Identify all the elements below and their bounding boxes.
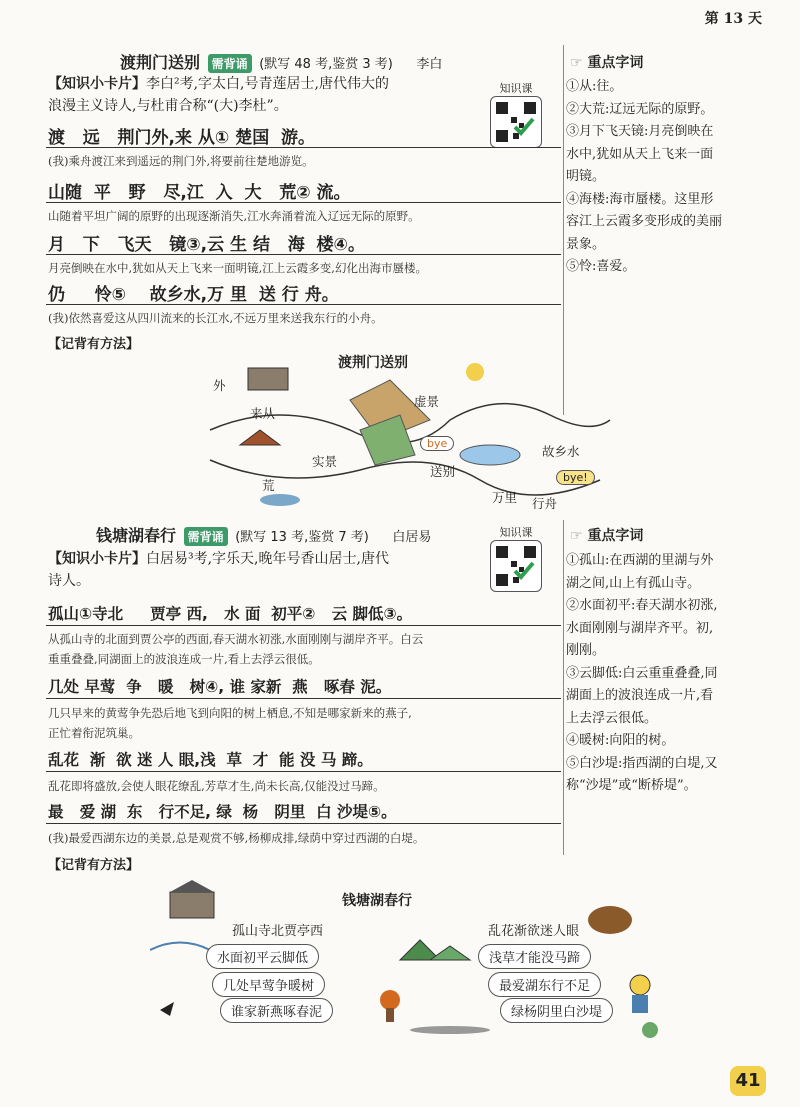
bye-bubble: bye — [420, 436, 454, 451]
mindmap-node: 故乡水 — [542, 444, 580, 459]
poem1-title-row — [120, 50, 442, 73]
poem2-author: 白居易 — [392, 530, 432, 545]
poem-line: 仍 怜⑤ 故乡水,万 里 送 行 舟。 — [48, 285, 339, 305]
poem2-title-row — [96, 523, 431, 546]
card-label: 【知识小卡片】 — [48, 551, 146, 567]
poem-translation: 正忙着衔泥筑巢。 — [48, 726, 140, 740]
mindmap-node: 浅草才能没马蹄 — [478, 944, 591, 969]
method-label: 【记背有方法】 — [48, 337, 140, 352]
qr-label: 知识课 — [499, 526, 533, 539]
vocab-item: 容江上云霞多变形成的美丽 — [566, 214, 723, 229]
vocab-item: ⑤白沙堤:指西湖的白堤,又 — [566, 755, 718, 771]
vocab-item: ①孤山:在西湖的里湖与外 — [566, 553, 714, 568]
mindmap-node: 水面初平云脚低 — [206, 944, 319, 969]
vocab-item: ②水面初平:春天湖水初涨, — [566, 598, 718, 613]
poem-translation: 山随着平坦广阔的原野的出现逐渐消失,江水奔涌着流入辽远无际的原野。 — [48, 209, 420, 223]
vocab-item: 湖之间,山上有孤山寺。 — [566, 575, 701, 591]
poem-translation: 乱花即将盛放,会使人眼花缭乱,芳草才生,尚未长高,仅能没过马蹄。 — [48, 779, 385, 793]
card-text: 诗人。 — [48, 573, 90, 589]
vocab-list — [566, 76, 760, 279]
bookmark-icon: ☞ — [570, 55, 583, 71]
mindmap-title: 钱塘湖春行 — [342, 893, 412, 909]
poem1-knowledge-card — [48, 73, 488, 117]
mindmap-node: 乱花渐欲迷人眼 — [488, 924, 580, 939]
vocab-list — [566, 550, 760, 798]
mindmap-node: 最爱湖东行不足 — [488, 972, 601, 997]
vocab-item: 水中,犹如从天上飞来一面 — [566, 146, 714, 162]
recite-tag: 需背诵 — [208, 54, 252, 73]
poem-underline — [46, 625, 561, 626]
qr-code-icon — [491, 541, 541, 591]
poem-underline — [46, 254, 561, 255]
card-text: 李白²考,字太白,号青莲居士,唐代伟大的 — [146, 76, 389, 92]
mindmap-node: 几处早莺争暖树 — [212, 972, 325, 997]
card-text: 浪漫主义诗人,与杜甫合称“(大)李杜”。 — [48, 98, 288, 114]
column-divider — [563, 520, 564, 855]
vocab-header-text: 重点字词 — [587, 528, 644, 544]
poem1-title: 渡荆门送别 — [120, 53, 201, 72]
vocab-item: 湖面上的波浪连成一片,看 — [566, 688, 714, 703]
poem-underline — [46, 823, 561, 824]
page-number: 41 — [730, 1066, 766, 1096]
vocab-item: 明镜。 — [566, 169, 606, 184]
poem-translation: 几只早来的黄莺争先恐后地飞到向阳的树上栖息,不知是哪家新来的燕子, — [48, 706, 412, 720]
poem-line: 渡 远 荆门外,来 从① 楚国 游。 — [48, 128, 316, 148]
poem-line: 最 爱 湖 东 行不足, 绿 杨 阴里 白 沙堤⑤。 — [48, 803, 397, 821]
bookmark-icon: ☞ — [570, 528, 583, 544]
poem-underline — [46, 202, 561, 203]
poem2-knowledge-card — [48, 548, 488, 592]
qr-code[interactable] — [490, 96, 542, 148]
poem-line: 山随 平 野 尽,江 入 大 荒② 流。 — [48, 183, 351, 203]
qr-code[interactable] — [490, 540, 542, 592]
poem-underline — [46, 698, 561, 699]
vocab-item: 景象。 — [566, 236, 606, 252]
bye-bubble: bye! — [556, 470, 595, 485]
mindmap-node: 虚景 — [414, 394, 440, 409]
mindmap-node: 实景 — [312, 454, 338, 469]
poem-translation: (我)乘舟渡江来到遥远的荆门外,将要前往楚地游览。 — [48, 154, 314, 168]
qr-code-icon — [491, 97, 541, 147]
mindmap-node: 万里 — [492, 490, 518, 505]
card-text: 白居易³考,字乐天,晚年号香山居士,唐代 — [146, 551, 389, 567]
vocab-item: ④海楼:海市蜃楼。这里形 — [566, 191, 714, 207]
vocab-header — [570, 525, 643, 545]
mindmap-node: 谁家新燕啄春泥 — [220, 998, 333, 1023]
vocab-item: ③月下飞天镜:月亮倒映在 — [566, 124, 714, 139]
poem-translation: 重重叠叠,同湖面上的波浪连成一片,看上去浮云很低。 — [48, 652, 320, 666]
mindmap-node: 来从 — [250, 406, 276, 421]
mindmap-node: 绿杨阴里白沙堤 — [500, 998, 613, 1023]
vocab-item: 水面刚刚与湖岸齐平。初, — [566, 620, 714, 636]
vocab-item: 上去浮云很低。 — [566, 710, 658, 726]
poem-translation: 从孤山寺的北面到贾公亭的西面,春天湖水初涨,水面刚刚与湖岸齐平。白云 — [48, 632, 424, 646]
poem-underline — [46, 304, 561, 305]
method-label: 【记背有方法】 — [48, 858, 140, 873]
card-label: 【知识小卡片】 — [48, 76, 146, 92]
poem-underline — [46, 771, 561, 772]
poem1-author: 李白 — [416, 57, 443, 72]
mindmap-node: 外 — [213, 378, 226, 393]
poem2-meta: (默写 13 考,鉴赏 7 考) — [235, 530, 369, 545]
vocab-header — [570, 52, 643, 72]
vocab-item: 称“沙堤”或“断桥堤”。 — [566, 778, 697, 793]
day-indicator: 第 13 天 — [704, 11, 762, 27]
poem2-title: 钱塘湖春行 — [96, 526, 177, 545]
mindmap-node: 孤山寺北贾亭西 — [232, 924, 324, 939]
poem-translation: (我)依然喜爱这从四川流来的长江水,不远万里来送我东行的小舟。 — [48, 311, 383, 325]
poem-line: 几处 早莺 争 暖 树④, 谁 家新 燕 啄春 泥。 — [48, 678, 392, 696]
qr-label: 知识课 — [499, 82, 533, 95]
poem1-meta: (默写 48 考,鉴赏 3 考) — [259, 57, 393, 72]
vocab-item: 刚刚。 — [566, 643, 606, 658]
vocab-item: ④暖树:向阳的树。 — [566, 733, 675, 748]
poem-line: 乱花 渐 欲 迷 人 眼,浅 草 才 能 没 马 蹄。 — [48, 751, 373, 769]
mindmap-node: 荒 — [262, 478, 275, 493]
poem-line: 孤山①寺北 贾亭 西, 水 面 初平② 云 脚低③。 — [48, 605, 413, 623]
poem-line: 月 下 飞天 镜③,云 生 结 海 楼④。 — [48, 235, 365, 255]
vocab-header-text: 重点字词 — [587, 55, 644, 71]
poem-translation: 月亮倒映在水中,犹如从天上飞来一面明镜,江上云霞多变,幻化出海市蜃楼。 — [48, 261, 427, 275]
mindmap-title: 渡荆门送别 — [338, 355, 408, 371]
mindmap-node: 行舟 — [532, 496, 558, 511]
poem-underline — [46, 147, 561, 148]
vocab-item: ③云脚低:白云重重叠叠,同 — [566, 665, 718, 681]
vocab-item: ①从:往。 — [566, 79, 623, 94]
recite-tag: 需背诵 — [184, 527, 228, 546]
vocab-item: ⑤怜:喜爱。 — [566, 259, 636, 274]
vocab-item: ②大荒:辽远无际的原野。 — [566, 101, 714, 117]
mindmap-node: 送别 — [430, 464, 456, 479]
poem-translation: (我)最爱西湖东边的美景,总是观赏不够,杨柳成排,绿荫中穿过西湖的白堤。 — [48, 831, 425, 845]
